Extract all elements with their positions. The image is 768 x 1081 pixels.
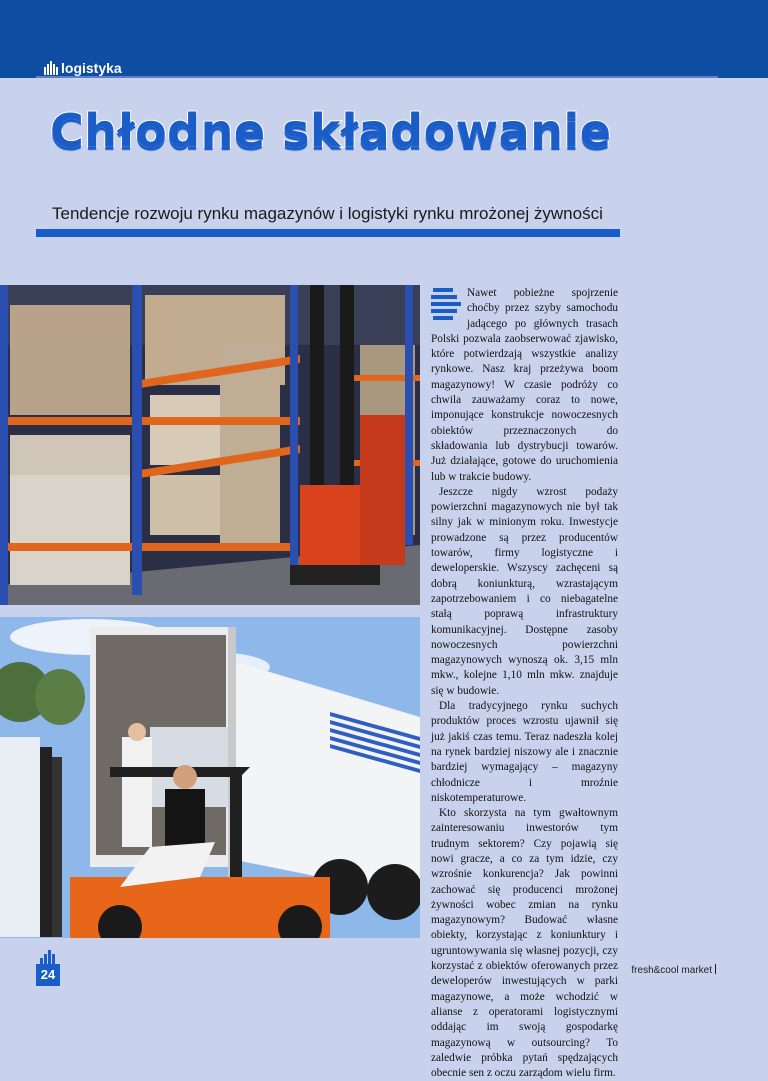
truck-illustration (0, 617, 420, 938)
magazine-name: fresh&cool market (631, 964, 716, 976)
page-subtitle: Tendencje rozwoju rynku magazynów i logistyki rynku mrożonej żywności (52, 204, 603, 223)
header-divider (36, 76, 718, 78)
article-body (431, 286, 618, 1081)
warehouse-photo (0, 285, 420, 605)
article-paragraph: Nawet pobieżne spojrzenie choćby przez szyby samochodu jadącego po głównych trasach Polski pozwala zaobserwować zjawisko, które potwierdzają wszystkie analizy rynkowe. Nasz kraj przeżywa boom magazynowy! W czasie podróży co chwila zauważamy coraz to nowe, imponujące konstrukcje nowoczesnych obiektów przeznaczonych do składowania lub dystrybucji towarów. Już działające, gotowe do uruchomienia lub w trakcie budowy. (431, 287, 618, 483)
article-paragraph: Dla tradycyjnego rynku suchych produktów proces wzrostu ujawnił się już jakiś czas temu. Teraz nadeszła kolej na rynek bardziej niszowy ale i znacznie bardziej wymagający – magazyny chłodnicze i mroźnie niskotemperaturowe. (431, 700, 618, 804)
page-title: Chłodne składowanie (50, 104, 612, 158)
section-label (44, 60, 122, 76)
page-number-bars-icon (38, 950, 58, 964)
drop-mark-icon (431, 288, 461, 322)
article-paragraph: Jeszcze nigdy wzrost podaży powierzchni magazynowych nie był tak silny jak w minionym roku. Inwestycje prowadzone są przez producentów towarów, firmy logistyczne i deweloperskie. Wszyscy zachęceni są dobrą koniunkturą, wzrastającym zapotrzebowaniem i co niebagatelne stałą poprawą infrastruktury komunikacyjnej. Dostępne zasoby nowoczesnych powierzchni magazynowych wynoszą ok. 3,15 mln mkw., kolejne 1,10 mln mkw. znajduje się w budowie. (431, 485, 618, 697)
warehouse-illustration (0, 285, 420, 605)
page-number: 24 (36, 964, 60, 986)
article-paragraph: Kto skorzysta na tym gwałtownym zainteresowaniu inwestorów tym trudnym sektorem? Czy pojawią się nowi gracze, a co za tym idzie, czy wzrośnie konkurencja? Jak powinni zachować się producenci mrożonej żywności wobec zmian na rynku magazynowym? Budować własne obiekty, korzystając z koniunktury i ugruntowywania się własnej pozycji, czy korzystać z obiektów oferowanych przez deweloperów inwestujących w parki magazynowe, a może wchodzić w alianse z operatorami logistycznymi oddając im swoją gospodarkę magazynową w outsourcing? To zaledwie próbka pytań spędzających obecnie sen z oczu zarządom wielu firm. (431, 807, 618, 1080)
bars-icon (44, 61, 58, 75)
section-label-text: logistyka (61, 60, 122, 76)
truck-photo (0, 617, 420, 938)
title-rule (36, 229, 620, 237)
